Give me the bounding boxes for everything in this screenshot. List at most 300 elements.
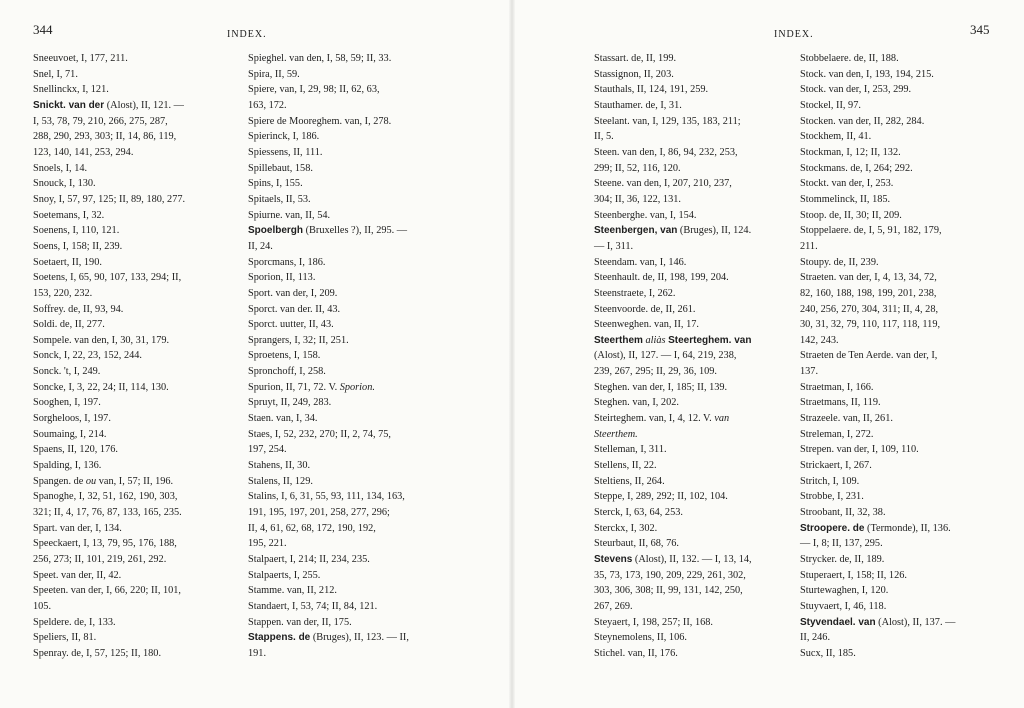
entry-surname: Steerteghem. van — [668, 334, 752, 346]
entry-surname: Snickt. van der — [33, 99, 105, 111]
index-entry-line — [33, 270, 185, 286]
index-entry-line — [33, 302, 185, 318]
entry-text: Straeten. van der, I, 4, 13, 34, 72, — [800, 272, 937, 284]
entry-text: II, 5. — [594, 131, 614, 143]
entry-surname: Stevens — [594, 554, 633, 565]
entry-text: Steene. van den, I, 207, 210, 237, — [594, 178, 732, 190]
entry-text: (Bruges), II, 124. — [677, 225, 752, 237]
index-entry-line — [248, 208, 409, 224]
entry-text: Stocken. van der, II, 282, 284. — [800, 115, 925, 127]
entry-text: Stahens, II, 30. — [248, 460, 311, 472]
entry-text: van, I, 57; II, 196. — [96, 475, 174, 487]
entry-text: Stalpaerts, I, 255. — [248, 569, 321, 581]
index-entry-line — [800, 161, 955, 177]
index-entry-line — [800, 521, 955, 537]
index-entry-line — [800, 223, 955, 239]
index-entry-line — [594, 176, 752, 192]
entry-text: Steghen. van der, I, 185; II, 139. — [594, 381, 728, 393]
index-entry-line — [800, 442, 955, 458]
entry-text: Steurbaut, II, 68, 76. — [594, 538, 679, 550]
index-entry-line — [594, 317, 752, 333]
index-entry-line — [800, 51, 955, 67]
index-entry-line — [800, 568, 955, 584]
index-entry-line — [33, 176, 185, 192]
entry-text: Strickaert, I, 267. — [800, 460, 872, 472]
index-entry-line — [594, 380, 752, 396]
entry-text: Steppe, I, 289, 292; II, 102, 104. — [594, 491, 728, 503]
entry-text: Sooghen, I, 197. — [33, 397, 101, 409]
entry-text: Stoppelaere. de, I, 5, 91, 182, 179, — [800, 225, 942, 237]
entry-text: Sonck. 't, I, 249. — [33, 366, 101, 378]
index-entry-line — [800, 270, 955, 286]
index-entry-line — [248, 239, 409, 255]
entry-text: 35, 73, 173, 190, 209, 229, 261, 302, — [594, 569, 746, 581]
index-entry-line — [33, 255, 185, 271]
entry-text: Stassignon, II, 203. — [594, 68, 674, 80]
index-column — [33, 51, 185, 662]
entry-text: Soffrey. de, II, 93, 94. — [33, 303, 124, 315]
index-entry-line — [248, 630, 409, 646]
entry-text: Sucx, II, 185. — [800, 647, 856, 659]
entry-text: Snel, I, 71. — [33, 68, 78, 80]
entry-text: Steenvoorde. de, II, 261. — [594, 303, 696, 315]
index-entry-line — [800, 505, 955, 521]
index-entry-line — [33, 192, 185, 208]
entry-text: Stommelinck, II, 185. — [800, 193, 891, 205]
index-entry-line — [594, 505, 752, 521]
entry-text: Stockel, II, 97. — [800, 99, 861, 111]
index-entry-line — [594, 348, 752, 364]
index-entry-line — [248, 442, 409, 458]
index-entry-line — [800, 317, 955, 333]
entry-note: van — [714, 413, 730, 425]
entry-text: Stockman, I, 12; II, 132. — [800, 146, 901, 158]
index-entry-line — [800, 98, 955, 114]
entry-text: Snellinckx, I, 121. — [33, 84, 109, 96]
entry-text: (Alost), II, 121. — — [104, 99, 184, 111]
entry-text: Staen. van, I, 34. — [248, 413, 318, 425]
index-entry-line — [248, 114, 409, 130]
index-entry-line — [248, 317, 409, 333]
entry-text: Spierinck, I, 186. — [248, 131, 320, 143]
entry-text: Stritch, I, 109. — [800, 475, 860, 487]
entry-text: 288, 290, 293, 303; II, 14, 86, 119, — [33, 131, 177, 143]
entry-text: I, 53, 78, 79, 210, 266, 275, 287, — [33, 115, 168, 127]
index-entry-line — [248, 270, 409, 286]
entry-text: Snoels, I, 14. — [33, 162, 88, 174]
entry-text: Sporcmans, I, 186. — [248, 256, 326, 268]
index-entry-line — [594, 161, 752, 177]
entry-text: Spanoghe, I, 32, 51, 162, 190, 303, — [33, 491, 178, 503]
entry-text: 267, 269. — [594, 600, 633, 612]
entry-text: Spangen. de — [33, 475, 86, 487]
entry-text: Sproetens, I, 158. — [248, 350, 321, 362]
index-entry-line — [33, 442, 185, 458]
index-entry-line — [594, 411, 752, 427]
entry-text: Steynemolens, II, 106. — [594, 632, 687, 644]
entry-text: 191, 195, 197, 201, 258, 277, 296; — [248, 507, 390, 519]
index-entry-line — [248, 411, 409, 427]
index-entry-line — [33, 583, 185, 599]
index-entry-line — [594, 474, 752, 490]
index-entry-line — [800, 552, 955, 568]
entry-text: Stock. van der, I, 253, 299. — [800, 84, 912, 96]
index-entry-line — [33, 98, 185, 114]
entry-text: Stuyvaert, I, 46, 118. — [800, 600, 887, 612]
index-entry-line — [248, 458, 409, 474]
index-entry-line — [248, 552, 409, 568]
right-page — [512, 0, 1024, 708]
entry-text: Steyaert, I, 198, 257; II, 168. — [594, 616, 713, 628]
index-entry-line — [248, 583, 409, 599]
index-entry-line — [33, 129, 185, 145]
entry-text: Soncke, I, 3, 22, 24; II, 114, 130. — [33, 381, 169, 393]
entry-text: Speliers, II, 81. — [33, 632, 97, 644]
index-entry-line — [33, 458, 185, 474]
index-entry-line — [800, 489, 955, 505]
entry-text: Spurion, II, 71, 72. V. — [248, 381, 340, 393]
entry-text: Stockmans. de, I, 264; 292. — [800, 162, 913, 174]
entry-text: Strazeele. van, II, 261. — [800, 413, 893, 425]
entry-text: 105. — [33, 600, 52, 612]
entry-text: Soenens, I, 110, 121. — [33, 225, 120, 237]
entry-text: (Alost), II, 132. — I, 13, 14, — [632, 554, 752, 565]
entry-text: Steen. van den, I, 86, 94, 232, 253, — [594, 146, 738, 158]
index-entry-line — [248, 176, 409, 192]
index-entry-line — [248, 380, 409, 396]
entry-text: Sporct. van der. II, 43. — [248, 303, 341, 315]
entry-text: Steendam. van, I, 146. — [594, 256, 687, 268]
entry-text: Spronchoff, I, 258. — [248, 366, 326, 378]
index-entry-line — [594, 145, 752, 161]
entry-text: Sonck, I, 22, 23, 152, 244. — [33, 350, 142, 362]
index-entry-line — [800, 145, 955, 161]
index-entry-line — [594, 458, 752, 474]
index-entry-line — [248, 161, 409, 177]
index-entry-line — [33, 348, 185, 364]
entry-text: Speeten. van der, I, 66, 220; II, 101, — [33, 585, 181, 597]
entry-text: Sorgheloos, I, 197. — [33, 413, 111, 425]
entry-text: Speeckaert, I, 13, 79, 95, 176, 188, — [33, 538, 177, 550]
entry-text: 153, 220, 232. — [33, 287, 93, 299]
entry-surname: Stroopere. de — [800, 522, 865, 534]
index-entry-line — [800, 599, 955, 615]
entry-note: aliàs — [645, 334, 666, 346]
index-entry-line — [33, 51, 185, 67]
entry-text: Sturtewaghen, I, 120. — [800, 585, 889, 597]
index-entry-line — [33, 474, 185, 490]
entry-text: Soumaing, I, 214. — [33, 428, 107, 440]
index-entry-line — [33, 286, 185, 302]
index-entry-line — [248, 51, 409, 67]
running-header: INDEX. — [227, 29, 267, 40]
entry-text: Spiurne. van, II, 54. — [248, 209, 331, 221]
index-entry-line — [248, 474, 409, 490]
page-number: 344 — [33, 22, 53, 37]
entry-text: Steenhault. de, II, 198, 199, 204. — [594, 272, 729, 284]
index-entry-line — [800, 536, 955, 552]
entry-text: Soetaert, II, 190. — [33, 256, 102, 268]
index-entry-line — [33, 536, 185, 552]
entry-text: Stassart. de, II, 199. — [594, 53, 677, 64]
entry-surname: Styvendael. van — [800, 616, 876, 628]
entry-text: Spalding, I, 136. — [33, 460, 102, 472]
entry-text: Snoy, I, 57, 97, 125; II, 89, 180, 277. — [33, 193, 186, 205]
entry-text: Strycker. de, II, 189. — [800, 554, 885, 565]
entry-text: Stauthamer. de, I, 31. — [594, 99, 682, 111]
index-entry-line — [800, 411, 955, 427]
index-entry-line — [594, 302, 752, 318]
index-entry-line — [33, 489, 185, 505]
entry-text: Steenberghe. van, I, 154. — [594, 209, 697, 221]
entry-text: II, 246. — [800, 632, 831, 644]
index-entry-line — [33, 411, 185, 427]
index-entry-line — [248, 427, 409, 443]
page-number: 345 — [970, 22, 990, 37]
index-entry-line — [800, 474, 955, 490]
index-entry-line — [33, 427, 185, 443]
index-entry-line — [594, 442, 752, 458]
index-entry-line — [248, 505, 409, 521]
index-entry-line — [33, 223, 185, 239]
index-entry-line — [248, 599, 409, 615]
entry-text: II, 4, 61, 62, 68, 172, 190, 192, — [248, 522, 376, 534]
index-entry-line — [800, 67, 955, 83]
entry-text: Soetemans, I, 32. — [33, 209, 105, 221]
entry-note: Steerthem. — [594, 428, 638, 440]
index-entry-line — [248, 568, 409, 584]
index-entry-line — [594, 364, 752, 380]
entry-text: (Alost), II, 127. — I, 64, 219, 238, — [594, 350, 737, 362]
entry-text: Sporion, II, 113. — [248, 272, 316, 284]
entry-text: Spitaels, II, 53. — [248, 193, 311, 205]
index-entry-line — [800, 615, 955, 631]
index-entry-line — [800, 333, 955, 349]
entry-text: Spenray. de, I, 57, 125; II, 180. — [33, 647, 162, 659]
index-entry-line — [800, 380, 955, 396]
entry-text: Stappen. van der, II, 175. — [248, 616, 352, 628]
index-column — [800, 51, 955, 662]
entry-text: Sneeuvoet, I, 177, 211. — [33, 53, 128, 64]
index-entry-line — [800, 427, 955, 443]
index-entry-line — [594, 239, 752, 255]
index-entry-line — [594, 568, 752, 584]
entry-text: Stalins, I, 6, 31, 55, 93, 111, 134, 163, — [248, 491, 405, 503]
entry-text: Speldere. de, I, 133. — [33, 616, 116, 628]
index-entry-line — [248, 521, 409, 537]
running-header: INDEX. — [774, 29, 814, 40]
index-entry-line — [594, 208, 752, 224]
index-entry-line — [800, 114, 955, 130]
entry-text: Spiere de Mooreghem. van, I, 278. — [248, 115, 392, 127]
index-entry-line — [248, 333, 409, 349]
index-entry-line — [248, 192, 409, 208]
entry-text: 137. — [800, 366, 819, 378]
entry-text: 304; II, 36, 122, 131. — [594, 193, 681, 205]
entry-text: 163, 172. — [248, 99, 287, 111]
entry-text: (Alost), II, 137. — — [875, 616, 956, 628]
entry-text: Spruyt, II, 249, 283. — [248, 397, 332, 409]
index-entry-line — [594, 615, 752, 631]
index-entry-line — [248, 286, 409, 302]
index-entry-line — [594, 82, 752, 98]
index-entry-line — [800, 129, 955, 145]
entry-text: 239, 267, 295; II, 29, 36, 109. — [594, 366, 717, 378]
index-entry-line — [33, 552, 185, 568]
entry-text: Sprangers, I, 32; II, 251. — [248, 334, 349, 346]
entry-text: Stalpaert, I, 214; II, 234, 235. — [248, 554, 370, 565]
index-entry-line — [800, 208, 955, 224]
entry-text: Spins, I, 155. — [248, 178, 303, 190]
entry-text: 211. — [800, 240, 818, 252]
index-entry-line — [594, 536, 752, 552]
index-entry-line — [33, 646, 185, 662]
index-entry-line — [33, 317, 185, 333]
index-entry-line — [248, 348, 409, 364]
entry-text: Sompele. van den, I, 30, 31, 179. — [33, 334, 170, 346]
index-entry-line — [33, 505, 185, 521]
entry-text: 191. — [248, 647, 267, 659]
index-entry-line — [594, 98, 752, 114]
index-entry-line — [594, 114, 752, 130]
index-entry-line — [248, 364, 409, 380]
index-entry-line — [594, 255, 752, 271]
index-entry-line — [248, 646, 409, 662]
index-entry-line — [33, 114, 185, 130]
entry-text: — I, 311. — [594, 240, 634, 252]
entry-text: Streleman, I, 272. — [800, 428, 874, 440]
entry-text: Steirteghem. van, I, 4, 12. V. — [594, 413, 715, 425]
entry-surname: Steerthem — [594, 334, 643, 346]
index-entry-line — [594, 129, 752, 145]
index-entry-line — [800, 239, 955, 255]
index-entry-line — [594, 427, 752, 443]
entry-text: 256, 273; II, 101, 219, 261, 292. — [33, 554, 167, 565]
index-entry-line — [248, 67, 409, 83]
entry-text: Stuperaert, I, 158; II, 126. — [800, 569, 907, 581]
entry-text: Spira, II, 59. — [248, 68, 300, 80]
index-entry-line — [248, 98, 409, 114]
entry-text: Standaert, I, 53, 74; II, 84, 121. — [248, 600, 378, 612]
index-entry-line — [594, 583, 752, 599]
entry-surname: Spoelbergh — [248, 225, 304, 237]
entry-text: Steghen. van, I, 202. — [594, 397, 679, 409]
entry-text: Sterckx, I, 302. — [594, 522, 658, 534]
index-entry-line — [33, 568, 185, 584]
entry-text: Stoupy. de, II, 239. — [800, 256, 879, 268]
entry-text: II, 24. — [248, 240, 273, 252]
entry-text: Stobbelaere. de, II, 188. — [800, 53, 899, 64]
entry-text: Stichel. van, II, 176. — [594, 647, 678, 659]
index-entry-line — [594, 67, 752, 83]
index-entry-line — [800, 176, 955, 192]
entry-text: 197, 254. — [248, 444, 287, 456]
entry-surname: Steenbergen, van — [594, 225, 678, 237]
entry-text: 30, 31, 32, 79, 110, 117, 118, 119, — [800, 319, 941, 331]
entry-text: Straetman, I, 166. — [800, 381, 874, 393]
entry-text: Straeten de Ten Aerde. van der, I, — [800, 350, 938, 362]
entry-text: Steenstraete, I, 262. — [594, 287, 676, 299]
entry-text: Stalens, II, 129. — [248, 475, 313, 487]
entry-text: Stock. van den, I, 193, 194, 215. — [800, 68, 934, 80]
entry-text: 299; II, 52, 116, 120. — [594, 162, 681, 174]
index-column — [594, 51, 752, 662]
index-entry-line — [248, 302, 409, 318]
entry-text: Soens, I, 158; II, 239. — [33, 240, 123, 252]
entry-text: Stoop. de, II, 30; II, 209. — [800, 209, 902, 221]
entry-text: 142, 243. — [800, 334, 839, 346]
index-entry-line — [800, 348, 955, 364]
entry-text: Stockt. van der, I, 253. — [800, 178, 894, 190]
index-entry-line — [800, 364, 955, 380]
entry-text: Stellens, II, 22. — [594, 460, 657, 472]
index-entry-line — [594, 395, 752, 411]
index-entry-line — [248, 255, 409, 271]
entry-text: Staes, I, 52, 232, 270; II, 2, 74, 75, — [248, 428, 391, 440]
entry-text: 240, 256, 270, 304, 311; II, 4, 28, — [800, 303, 939, 315]
index-entry-line — [800, 255, 955, 271]
index-entry-line — [594, 333, 752, 349]
index-entry-line — [594, 223, 752, 239]
entry-text: Sterck, I, 63, 64, 253. — [594, 507, 683, 519]
index-entry-line — [800, 646, 955, 662]
index-entry-line — [248, 223, 409, 239]
index-entry-line — [800, 286, 955, 302]
entry-text: Steenweghen. van, II, 17. — [594, 319, 699, 331]
index-entry-line — [800, 192, 955, 208]
entry-text: — I, 8; II, 137, 295. — [800, 538, 883, 550]
entry-note: ou — [85, 475, 97, 487]
index-entry-line — [594, 192, 752, 208]
index-entry-line — [594, 552, 752, 568]
index-entry-line — [33, 208, 185, 224]
index-entry-line — [248, 615, 409, 631]
index-entry-line — [33, 380, 185, 396]
entry-text: Spillebaut, 158. — [248, 162, 313, 174]
index-entry-line — [33, 364, 185, 380]
index-entry-line — [248, 145, 409, 161]
index-entry-line — [33, 145, 185, 161]
index-entry-line — [594, 521, 752, 537]
entry-surname: Stappens. de — [248, 632, 311, 644]
entry-text: (Bruges), II, 123. — II, — [310, 632, 409, 644]
entry-text: Strobbe, I, 231. — [800, 491, 864, 503]
index-entry-line — [33, 599, 185, 615]
index-entry-line — [594, 599, 752, 615]
entry-text: Sport. van der, I, 209. — [248, 287, 338, 299]
index-entry-line — [594, 630, 752, 646]
entry-text: Stamme. van, II, 212. — [248, 585, 337, 597]
entry-text: Soldi. de, II, 277. — [33, 319, 105, 331]
entry-text: Strepen. van der, I, 109, 110. — [800, 444, 919, 456]
entry-text: Spiere, van, I, 29, 98; II, 62, 63, — [248, 84, 380, 96]
entry-text: Soetens, I, 65, 90, 107, 133, 294; II, — [33, 272, 182, 284]
entry-text: Speet. van der, II, 42. — [33, 569, 122, 581]
index-entry-line — [594, 51, 752, 67]
index-entry-line — [248, 82, 409, 98]
index-entry-line — [33, 161, 185, 177]
entry-text: Spaens, II, 120, 176. — [33, 444, 118, 456]
index-entry-line — [800, 458, 955, 474]
index-entry-line — [33, 395, 185, 411]
entry-text: Sporct. uutter, II, 43. — [248, 319, 334, 331]
index-entry-line — [594, 646, 752, 662]
index-entry-line — [594, 489, 752, 505]
entry-text: 321; II, 4, 17, 76, 87, 133, 165, 235. — [33, 507, 182, 519]
entry-text: 303, 306, 308; II, 99, 131, 142, 250, — [594, 585, 743, 597]
entry-text: 82, 160, 188, 198, 199, 201, 238, — [800, 287, 937, 299]
entry-text: Straetmans, II, 119. — [800, 397, 881, 409]
